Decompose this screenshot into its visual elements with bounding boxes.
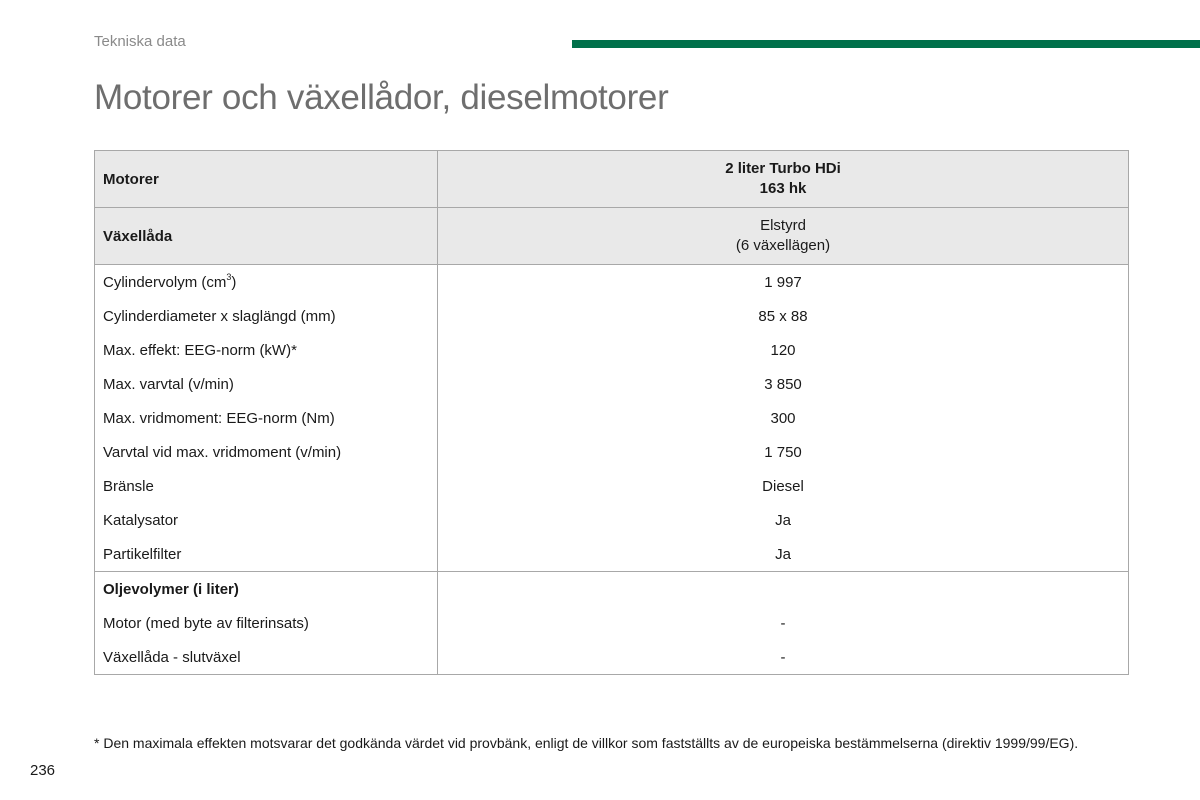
row-label: Katalysator xyxy=(95,503,438,537)
row-label: Motor (med byte av filterinsats) xyxy=(95,606,438,640)
row-label: Växellåda - slutväxel xyxy=(95,640,438,675)
row-value: - xyxy=(438,606,1129,640)
gearbox-value xyxy=(438,208,1129,265)
row-value: 120 xyxy=(438,333,1129,367)
row-value: 1 750 xyxy=(438,435,1129,469)
header-accent-bar xyxy=(572,40,1200,48)
gearbox-type: Elstyrd xyxy=(760,217,806,234)
table-row-engine xyxy=(95,151,1129,208)
table-row xyxy=(95,606,1129,640)
row-label: Partikelfilter xyxy=(95,537,438,572)
row-label: Cylinderdiameter x slaglängd (mm) xyxy=(95,299,438,333)
row-label: Max. varvtal (v/min) xyxy=(95,367,438,401)
engine-spec-table xyxy=(94,150,1129,675)
page-title: Motorer och växellådor, dieselmotorer xyxy=(94,78,669,117)
row-value: Ja xyxy=(438,503,1129,537)
table-row xyxy=(95,333,1129,367)
row-value: Diesel xyxy=(438,469,1129,503)
page-number: 236 xyxy=(30,762,56,779)
gearbox-gears: (6 växellägen) xyxy=(735,237,831,254)
engine-value xyxy=(438,151,1129,208)
section-label: Tekniska data xyxy=(94,33,186,50)
row-value: 3 850 xyxy=(438,367,1129,401)
oil-heading: Oljevolymer (i liter) xyxy=(95,572,438,607)
table-row xyxy=(95,265,1129,300)
row-label: Varvtal vid max. vridmoment (v/min) xyxy=(95,435,438,469)
table-row xyxy=(95,503,1129,537)
footnote: * Den maximala effekten motsvarar det godkända värdet vid provbänk, enligt de villkor som fastställts av de europeiska bestämmelserna (direktiv 1999/99/EG). xyxy=(94,735,1079,751)
row-label: Max. effekt: EEG-norm (kW)* xyxy=(95,333,438,367)
row-label: Bränsle xyxy=(95,469,438,503)
table-row xyxy=(95,640,1129,675)
table-row xyxy=(95,299,1129,333)
row-label: Max. vridmoment: EEG-norm (Nm) xyxy=(95,401,438,435)
table-row xyxy=(95,469,1129,503)
table-row xyxy=(95,537,1129,572)
row-value: - xyxy=(438,640,1129,675)
row-value: Ja xyxy=(438,537,1129,572)
table-row xyxy=(95,367,1129,401)
table-row-gearbox xyxy=(95,208,1129,265)
row-label: Cylindervolym $(cm^3)$ xyxy=(95,265,438,300)
row-value: 85 x 88 xyxy=(438,299,1129,333)
table-row xyxy=(95,435,1129,469)
table-row-oil-heading xyxy=(95,572,1129,607)
row-value: 300 xyxy=(438,401,1129,435)
engine-type: 2 liter Turbo HDi xyxy=(725,160,841,177)
engine-label: Motorer xyxy=(95,151,438,208)
row-value: 1 997 xyxy=(438,265,1129,300)
engine-power: 163 hk xyxy=(759,180,807,197)
oil-heading-value xyxy=(438,572,1129,607)
gearbox-label: Växellåda xyxy=(95,208,438,265)
table-row xyxy=(95,401,1129,435)
